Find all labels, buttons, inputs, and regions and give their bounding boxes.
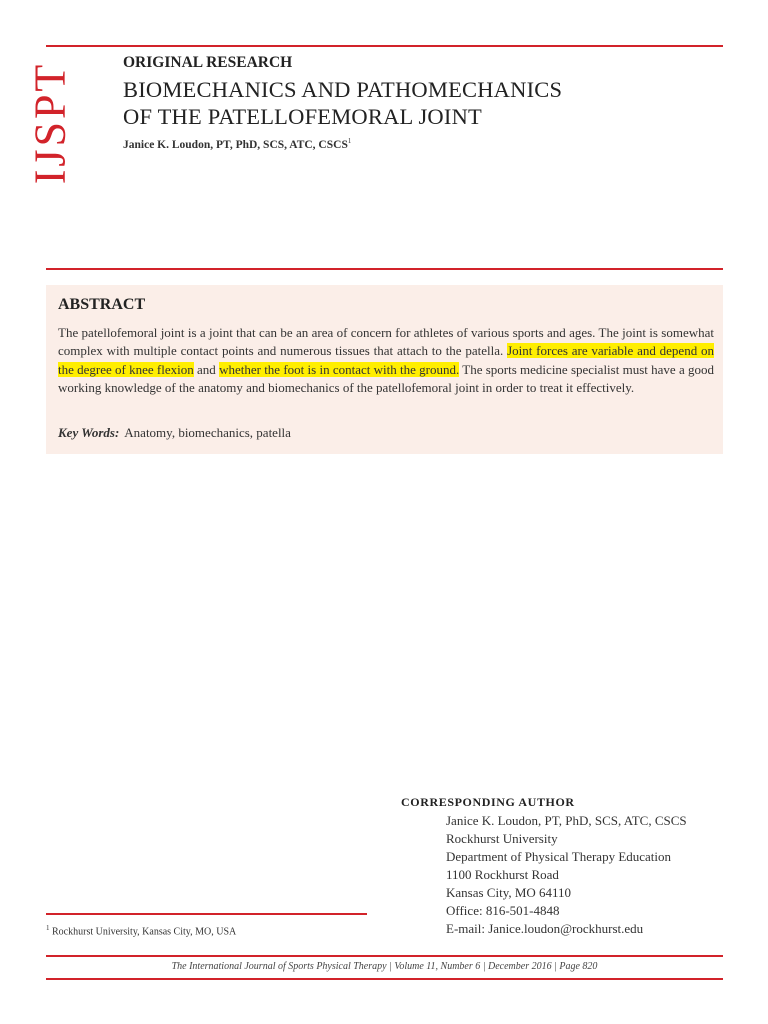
keywords — [58, 425, 291, 441]
journal-logo-text: IJSPT — [25, 61, 75, 185]
abstract-text-part-3: The sports medicine specialist must have a good working knowledge of the anatomy and biomechanics of the patellofemoral joint in order to treat it effectively. — [58, 361, 714, 395]
abstract-heading: ABSTRACT — [58, 296, 146, 313]
abstract-highlight-2: whether the foot is in contact with the ground. — [219, 361, 460, 377]
abstract-box — [46, 285, 723, 454]
section-label: ORIGINAL RESEARCH — [123, 54, 293, 71]
corresponding-author-heading: CORRESPONDING AUTHOR — [401, 795, 575, 809]
keywords-label: Key Words: — [58, 425, 120, 440]
journal-logo — [25, 48, 75, 198]
corresponding-author-institution: Rockhurst University — [446, 831, 558, 846]
corresponding-author-details — [446, 812, 687, 938]
article-title-line-2: OF THE PATELLOFEMORAL JOINT — [123, 104, 482, 129]
corresponding-author-name: Janice K. Loudon, PT, PhD, SCS, ATC, CSCS — [446, 813, 687, 828]
corresponding-author-office: Office: 816-501-4848 — [446, 903, 560, 918]
article-title-line-1: BIOMECHANICS AND PATHOMECHANICS — [123, 77, 563, 102]
abstract-text — [58, 324, 714, 397]
author-name: Janice K. Loudon, PT, PhD, SCS, ATC, CSCS — [123, 138, 348, 151]
footnote-text: Rockhurst University, Kansas City, MO, USA — [52, 926, 237, 938]
corresponding-author-street: 1100 Rockhurst Road — [446, 867, 559, 882]
keywords-list: Anatomy, biomechanics, patella — [124, 425, 291, 440]
top-rule — [46, 45, 723, 47]
footnote-rule — [46, 913, 367, 915]
journal-footer: The International Journal of Sports Physical Therapy | Volume 11, Number 6 | December 2016 | Page 820 — [171, 961, 598, 972]
author-byline — [123, 137, 351, 151]
corresponding-author-city: Kansas City, MO 64110 — [446, 885, 572, 900]
abstract-text-part-2: and — [193, 361, 220, 377]
footnote-mark: 1 — [46, 924, 50, 932]
abstract-highlight-1: Joint forces are variable and depend on the degree of knee flexion — [58, 343, 714, 377]
abstract-text-part-1: The patellofemoral joint is a joint that can be an area of concern for athletes of various sports and ages. The joint is somewhat complex with multiple contact points and numerous tissues that attach to the patella. — [58, 325, 714, 359]
footer-bottom-rule — [46, 978, 723, 980]
corresponding-author-email[interactable]: E-mail: Janice.loudon@rockhurst.edu — [446, 921, 644, 936]
author-affiliation-mark: 1 — [347, 137, 352, 145]
header-bottom-rule — [46, 268, 723, 270]
footer-top-rule — [46, 955, 723, 957]
corresponding-author-department: Department of Physical Therapy Education — [446, 849, 672, 864]
affiliation-footnote — [46, 924, 236, 937]
